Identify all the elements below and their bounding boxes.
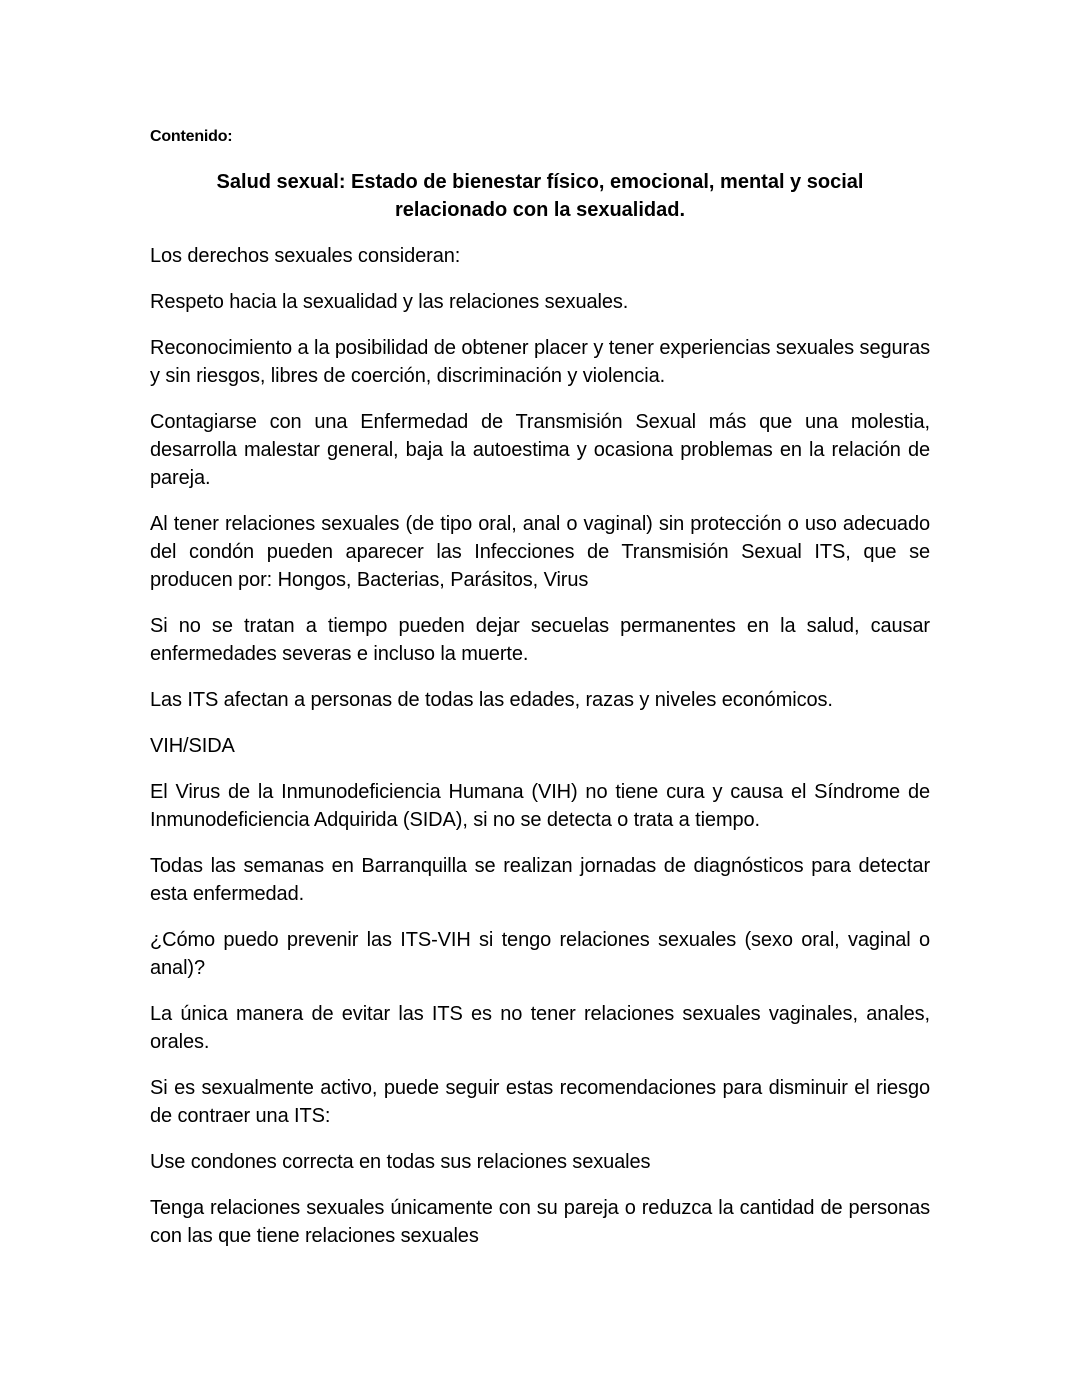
paragraph-std-contagion: Contagiarse con una Enfermedad de Transmisión Sexual más que una molestia, desarrolla malestar general, baja la autoestima y ocasiona problemas en la relación de pareja. <box>150 411 930 489</box>
paragraph-its-affect-all: Las ITS afectan a personas de todas las edades, razas y niveles económicos. <box>150 689 833 711</box>
document-page <box>150 126 930 1268</box>
paragraph-recommendations-intro: Si es sexualmente activo, puede seguir estas recomendaciones para disminuir el riesgo de contraer una ITS: <box>150 1077 930 1127</box>
paragraph-its-causes: Al tener relaciones sexuales (de tipo oral, anal o vaginal) sin protección o uso adecuado del condón pueden aparecer las Infecciones de Transmisión Sexual ITS, que se producen por: Hongos, Bacterias, Parásitos, Virus <box>150 513 930 591</box>
paragraph-only-way: La única manera de evitar las ITS es no tener relaciones sexuales vaginales, anales, orales. <box>150 1003 930 1053</box>
subheading-vih-sida: VIH/SIDA <box>150 735 235 757</box>
paragraph-consequences: Si no se tratan a tiempo pueden dejar secuelas permanentes en la salud, causar enfermedades severas e incluso la muerte. <box>150 615 930 665</box>
document-title: Salud sexual: Estado de bienestar físico, emocional, mental y social relacionado con la sexualidad. <box>216 171 864 221</box>
paragraph-respect: Respeto hacia la sexualidad y las relaciones sexuales. <box>150 291 629 313</box>
paragraph-prevention-question: ¿Cómo puedo prevenir las ITS-VIH si tengo relaciones sexuales (sexo oral, vaginal o anal)? <box>150 929 930 979</box>
paragraph-use-condoms: Use condones correcta en todas sus relaciones sexuales <box>150 1151 651 1173</box>
paragraph-barranquilla-diagnostics: Todas las semanas en Barranquilla se realizan jornadas de diagnósticos para detectar esta enfermedad. <box>150 855 930 905</box>
paragraph-vih-definition: El Virus de la Inmunodeficiencia Humana (VIH) no tiene cura y causa el Síndrome de Inmunodeficiencia Adquirida (SIDA), si no se detecta o trata a tiempo. <box>150 781 930 831</box>
paragraph-recognition: Reconocimiento a la posibilidad de obtener placer y tener experiencias sexuales seguras y sin riesgos, libres de coerción, discriminación y violencia. <box>150 337 930 387</box>
paragraph-sexual-rights-intro: Los derechos sexuales consideran: <box>150 245 461 267</box>
section-label: Contenido: <box>150 128 233 145</box>
paragraph-reduce-partners: Tenga relaciones sexuales únicamente con su pareja o reduzca la cantidad de personas con las que tiene relaciones sexuales <box>150 1197 930 1247</box>
